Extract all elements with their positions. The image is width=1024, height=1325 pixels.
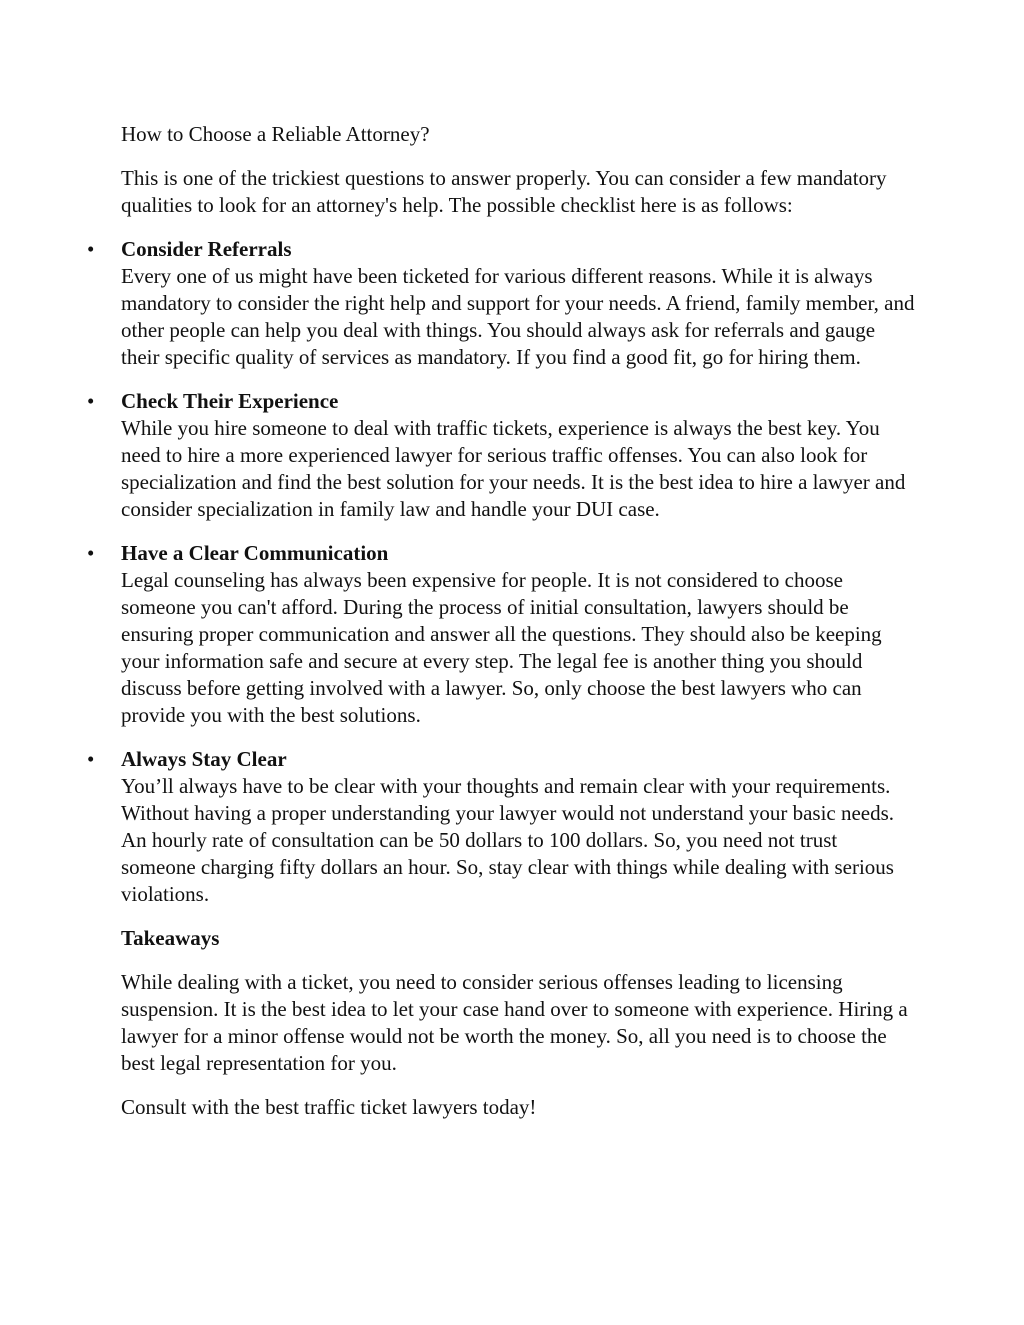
- list-item-heading: Check Their Experience: [121, 389, 339, 413]
- list-item: [87, 540, 916, 729]
- closing-line: Consult with the best traffic ticket lawyers today!: [121, 1095, 537, 1119]
- document-title: How to Choose a Reliable Attorney?: [121, 122, 430, 146]
- list-item-body: You’ll always have to be clear with your thoughts and remain clear with your requirements. Without having a proper understanding your lawyer would not understand your basic needs. An hourly rate of consultation can be 50 dollars to 100 dollars. So, you need not trust someone charging fifty dollars an hour. So, stay clear with things while dealing with serious violations.: [121, 774, 895, 906]
- bullet-icon: •: [87, 389, 95, 413]
- list-item-body: Legal counseling has always been expensive for people. It is not considered to choose someone you can't afford. During the process of initial consultation, lawyers should be ensuring proper communication and answer all the questions. They should also be keeping your information safe and secure at every step. The legal fee is another thing you should discuss before getting involved with a lawyer. So, only choose the best lawyers who can provide you with the best solutions.: [121, 568, 882, 727]
- document-body: [87, 121, 916, 1121]
- list-item: [87, 236, 916, 371]
- takeaways-heading: Takeaways: [121, 926, 220, 950]
- bullet-icon: •: [87, 747, 95, 771]
- checklist: [87, 236, 916, 908]
- list-item-body: Every one of us might have been ticketed for various different reasons. While it is always mandatory to consider the right help and support for your needs. A friend, family member, and other people can help you deal with things. You should always ask for referrals and gauge their specific quality of services as mandatory. If you find a good fit, go for hiring them.: [121, 264, 915, 369]
- list-item-body: While you hire someone to deal with traffic tickets, experience is always the best key. You need to hire a more experienced lawyer for serious traffic offenses. You can also look for specialization and find the best solution for your needs. It is the best idea to hire a lawyer and consider specialization in family law and handle your DUI case.: [121, 416, 906, 521]
- intro-paragraph: This is one of the trickiest questions to answer properly. You can consider a few mandatory qualities to look for an attorney's help. The possible checklist here is as follows:: [121, 166, 887, 217]
- list-item-heading: Always Stay Clear: [121, 747, 287, 771]
- list-item: [87, 746, 916, 908]
- takeaways-paragraph: While dealing with a ticket, you need to consider serious offenses leading to licensing suspension. It is the best idea to let your case hand over to someone with experience. Hiring a lawyer for a minor offense would not be worth the money. So, all you need is to choose the best legal representation for you.: [121, 970, 908, 1075]
- list-item: [87, 388, 916, 523]
- bullet-icon: •: [87, 541, 95, 565]
- list-item-heading: Have a Clear Communication: [121, 541, 389, 565]
- list-item-heading: Consider Referrals: [121, 237, 292, 261]
- bullet-icon: •: [87, 237, 95, 261]
